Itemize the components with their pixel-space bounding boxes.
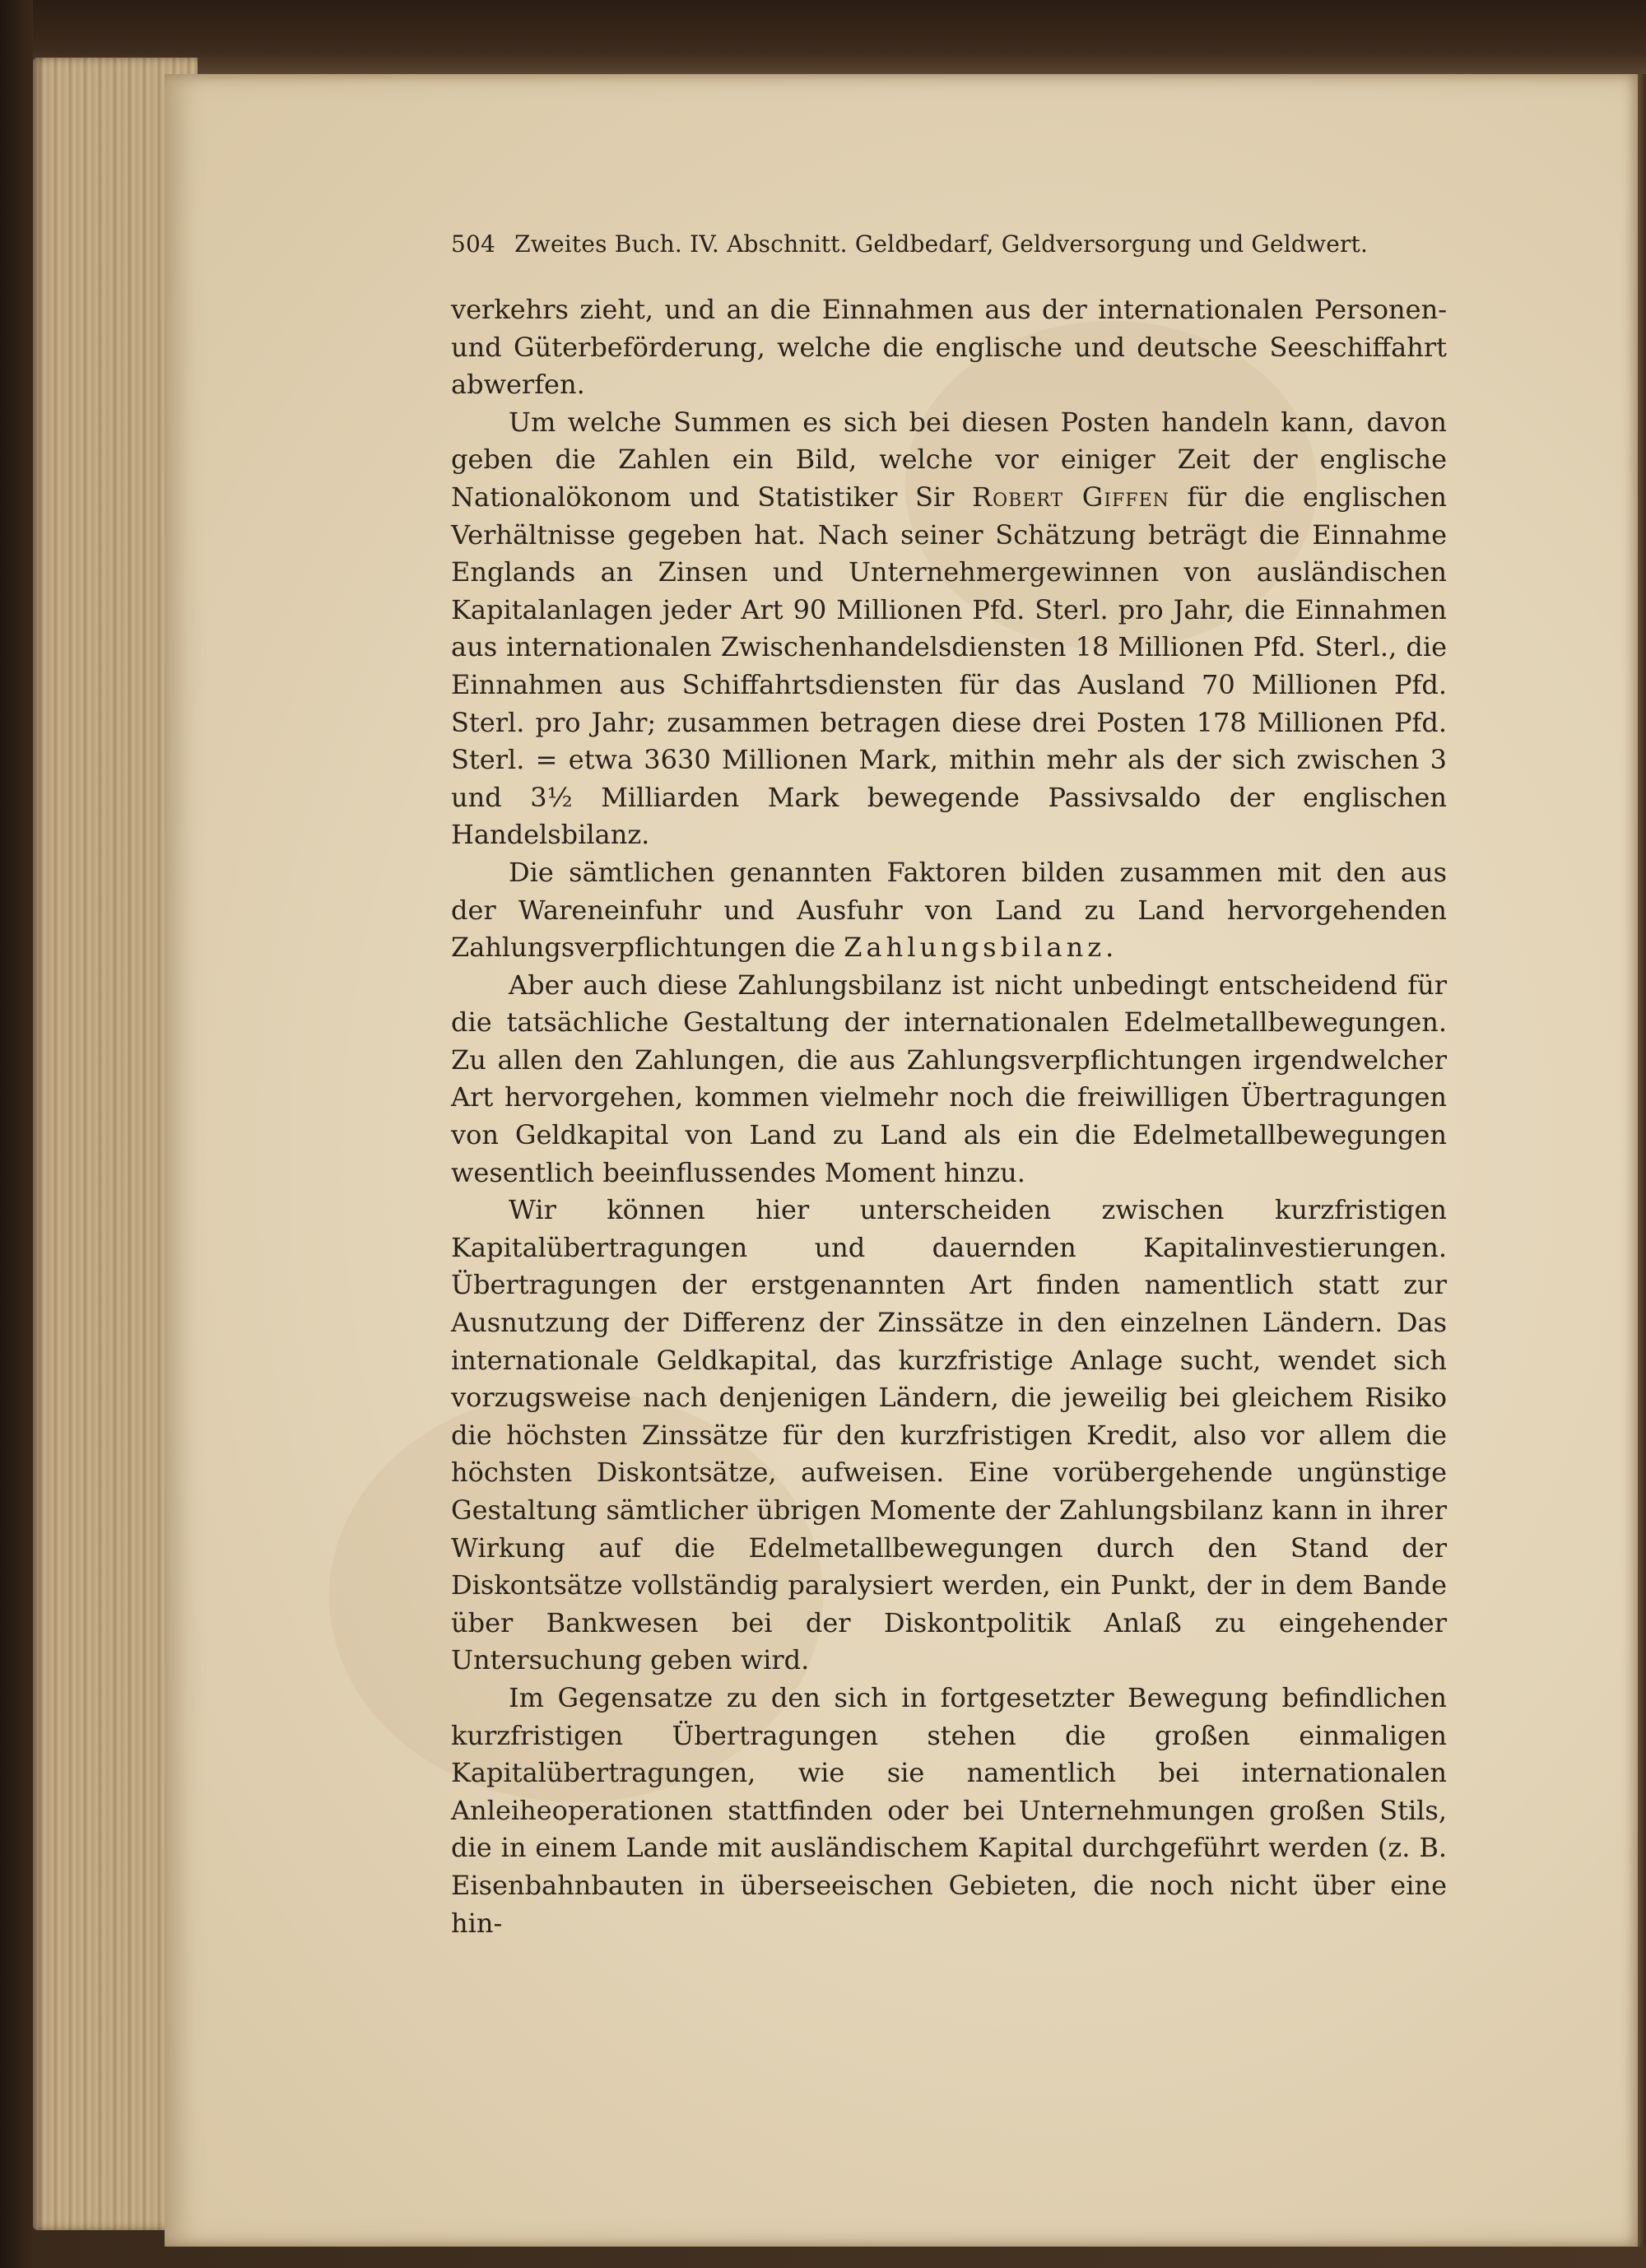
paragraph-text: Im Gegensatze zu den sich in fortgesetzter Bewegung befindlichen kurzfristigen Übertragungen stehen die großen einmaligen Kapitalübertragungen, wie sie namentlich bei internationalen Anleiheoperationen stattfinden oder bei Unternehmungen großen Stils, die in einem Lande mit ausländischem Kapital durchgeführt werden (z. B. Eisenbahnbauten in überseeischen Gebieten, die noch nicht über eine hin- <box>451 1681 1447 1939</box>
paragraph <box>451 291 1447 404</box>
paragraph-text: Wir können hier unterscheiden zwischen kurzfristigen Kapitalübertragungen und dauernden Kapitalinvestierungen. Übertragungen der erstgenannten Art finden namentlich statt zur Ausnutzung der Differenz der Zinssätze in den einzelnen Ländern. Das internationale Geldkapital, das kurzfristige Anlage sucht, wendet sich vorzugsweise nach denjenigen Ländern, die jeweilig bei gleichem Risiko die höchsten Zinssätze für den kurzfristigen Kredit, also vor allem die höchsten Diskontsätze, aufweisen. Eine vorübergehende ungünstige Gestaltung sämtlicher übrigen Momente der Zahlungsbilanz kann in ihrer Wirkung auf die Edelmetallbewegungen durch den Stand der Diskontsätze vollständig paralysiert werden, ein Punkt, der in dem Bande über Bankwesen bei der Diskontpolitik Anlaß zu eingehender Untersuchung geben wird. <box>451 1194 1447 1676</box>
book-cover-left-edge <box>0 0 33 2268</box>
paragraph-text: verkehrs zieht, und an die Einnahmen aus der internationalen Personen- und Güterbeförderung, welche die englische und deutsche Seeschiffahrt abwerfen. <box>451 294 1447 401</box>
page-number: 504 <box>451 230 496 258</box>
body-text <box>451 291 1447 1942</box>
paragraph <box>451 1192 1447 1680</box>
paragraph-text: . <box>1105 932 1114 964</box>
paragraph <box>451 1680 1447 1942</box>
running-title: Zweites Buch. IV. Abschnitt. Geldbedarf, Geldversorgung und Geldwert. <box>514 230 1369 258</box>
book-cover-top-edge <box>0 0 1646 74</box>
paragraph <box>451 404 1447 854</box>
paragraph-text: für die englischen Verhältnisse gegeben hat. Nach seiner Schätzung beträgt die Einnahme Englands an Zinsen und Unternehmergewinnen von ausländischen Kapitalanlagen jeder Art 90 Millionen Pfd. Sterl. pro Jahr, die Einnahmen aus internationalen Zwischenhandelsdiensten 18 Millionen Pfd. Sterl., die Einnahmen aus Schiffahrtsdiensten für das Ausland 70 Millionen Pfd. Sterl. pro Jahr; zusammen betragen diese drei Posten 178 Millionen Pfd. Sterl. = etwa 3630 Millionen Mark, mithin mehr als der sich zwischen 3 und 3½ Milliarden Mark bewegende Passivsaldo der englischen Handelsbilanz. <box>451 481 1447 851</box>
paragraph-text: Um welche Summen es sich bei diesen Posten handeln kann, davon geben die Zahlen ein Bild, welche vor einiger Zeit der englische Nationalökonom und Statistiker Sir <box>451 406 1447 513</box>
paragraph <box>451 967 1447 1192</box>
emphasis-text: Robert Giffen <box>972 481 1169 513</box>
paragraph-text: Die sämtlichen genannten Faktoren bilden zusammen mit den aus der Wareneinfuhr und Ausfuhr von Land zu Land hervorgehenden Zahlungsverpflichtungen die <box>451 856 1447 964</box>
paragraph <box>451 854 1447 967</box>
running-header <box>451 230 1422 258</box>
emphasis-text: Zahlungsbilanz <box>844 932 1106 964</box>
paragraph-text: Aber auch diese Zahlungsbilanz ist nicht unbedingt entscheidend für die tatsächliche Gestaltung der internationalen Edelmetallbewegungen. Zu allen den Zahlungen, die aus Zahlungsverpflichtungen irgendwelcher Art hervorgehen, kommen vielmehr noch die freiwilligen Übertragungen von Geldkapital von Land zu Land als ein die Edelmetallbewegungen wesentlich beeinflussendes Moment hinzu. <box>451 969 1447 1188</box>
